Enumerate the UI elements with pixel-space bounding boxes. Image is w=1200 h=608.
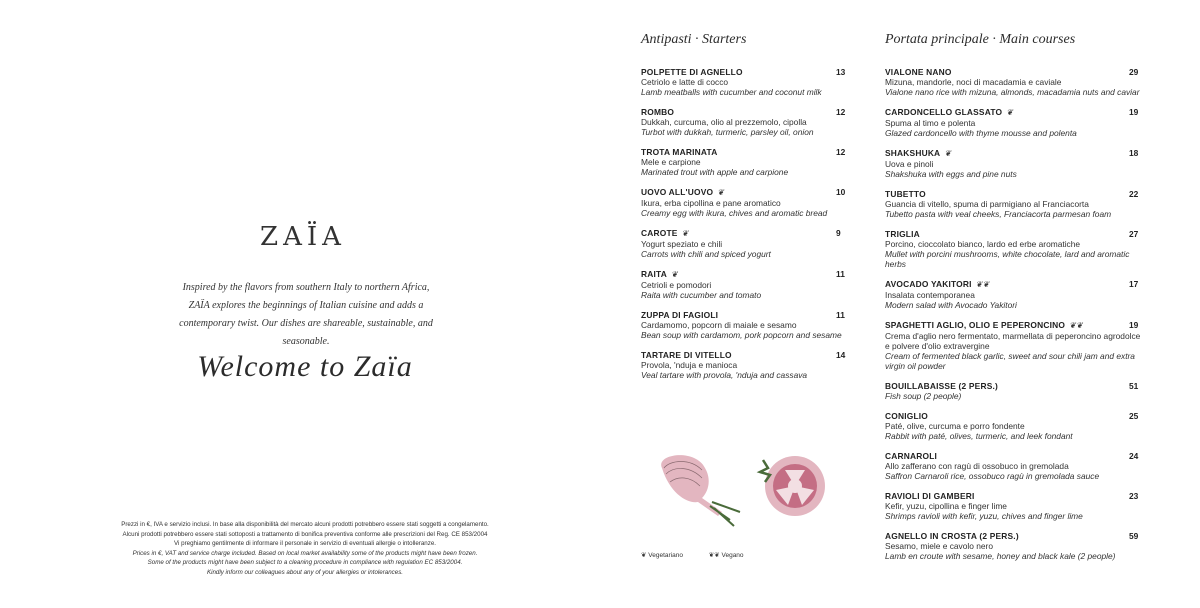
dish-english: Marinated trout with apple and carpione [641, 167, 789, 177]
vegan-icon: ❦❦ [975, 280, 990, 289]
dish-price: 23 [1129, 491, 1139, 501]
dish-english: Lamb meatballs with cucumber and coconut milk [641, 87, 822, 97]
legal-en-line: Kindly inform our colleagues about any of your allergies or intolerances. [206, 568, 404, 576]
dish-price: 17 [1129, 279, 1139, 289]
dish-description: Insalata contemporanea [885, 290, 975, 300]
menu-item [885, 531, 1141, 561]
vegetarian-icon: ❦ [670, 270, 678, 279]
dish-price: 14 [836, 350, 846, 360]
dish-price: 19 [1129, 320, 1139, 330]
menu-item [885, 107, 1141, 138]
menu-item [885, 189, 1141, 219]
dish-description: Kefir, yuzu, cipollina e finger lime [885, 501, 1007, 511]
vegetarian-icon: ❦ [717, 188, 725, 197]
dish-name: ROMBO [641, 107, 675, 117]
dish-price: 25 [1129, 411, 1139, 421]
dish-description: Provola, 'nduja e manioca [641, 360, 738, 370]
dish-description: Sesamo, miele e cavolo nero [885, 541, 993, 551]
menu-item [641, 350, 848, 380]
menu-item [641, 269, 848, 300]
onion-illustration [661, 455, 740, 526]
dish-english: Veal tartare with provola, 'nduja and cassava [641, 370, 808, 380]
dish-description: Mizuna, mandorle, noci di macadamia e caviale [885, 77, 1062, 87]
dish-english: Rabbit with paté, olives, turmeric, and leek fondant [885, 431, 1073, 441]
menu-item [641, 67, 848, 97]
menu-item [641, 107, 848, 137]
intro-text: Inspired by the flavors from southern Italy to northern Africa, ZAÏA explores the beginnings of Italian cuisine and adds a contemporary twist. Our dishes are shareable, sustainable, and seasonable. [179, 282, 433, 347]
dish-english: Creamy egg with ikura, chives and aromatic bread [641, 208, 828, 218]
dish-price: 51 [1129, 381, 1139, 391]
vegetarian-icon: ❦ [944, 149, 952, 158]
dish-name: TRIGLIA [885, 229, 920, 239]
menu-item [641, 228, 848, 259]
dish-name: TUBETTO [885, 189, 926, 199]
dish-name: UOVO ALL'UOVO ❦ [641, 187, 725, 197]
dish-english: Raita with cucumber and tomato [641, 290, 762, 300]
dish-english: Fish soup (2 people) [885, 391, 962, 401]
menu-item [885, 411, 1141, 441]
dish-english: Vialone nano rice with mizuna, almonds, macadamia nuts and caviar [885, 87, 1140, 97]
dish-description: Crema d'aglio nero fermentato, marmellata di peperoncino agrodolce e polvere d'olio extravergine [885, 331, 1141, 351]
dish-name: POLPETTE DI AGNELLO [641, 67, 743, 77]
dish-english: Turbot with dukkah, turmeric, parsley oil, onion [641, 127, 814, 137]
diet-legend [641, 551, 768, 559]
menu-item [885, 279, 1141, 310]
dish-english: Carrots with chili and spiced yogurt [641, 249, 771, 259]
dish-description: Cardamomo, popcorn di maiale e sesamo [641, 320, 797, 330]
dish-description: Ikura, erba cipollina e pane aromatico [641, 198, 781, 208]
legal-en-line: Prices in €, VAT and service charge included. Based on local market availability some of the products might have been frozen. [132, 549, 478, 557]
dish-name: VIALONE NANO [885, 67, 952, 77]
dish-price: 13 [836, 67, 846, 77]
dish-name: SPAGHETTI AGLIO, OLIO E PEPERONCINO ❦❦ [885, 320, 1083, 330]
menu-item [885, 229, 1141, 269]
dish-price: 12 [836, 107, 846, 117]
vegetarian-icon: ❦ [681, 229, 689, 238]
menu-item [885, 381, 1141, 401]
dish-name: AVOCADO YAKITORI ❦❦ [885, 279, 990, 289]
dish-description: Paté, olive, curcuma e porro fondente [885, 421, 1025, 431]
dish-english: Modern salad with Avocado Yakitori [885, 300, 1017, 310]
dish-name: SHAKSHUKA ❦ [885, 148, 952, 158]
dish-price: 19 [1129, 107, 1139, 117]
dish-english: Cream of fermented black garlic, sweet and sour chili jam and extra virgin oil powder [885, 351, 1135, 371]
dish-english: Tubetto pasta with veal cheeks, Franciacorta parmesan foam [885, 209, 1112, 219]
dish-english: Lamb en croute with sesame, honey and black kale (2 people) [885, 551, 1116, 561]
dish-price: 24 [1129, 451, 1139, 461]
welcome-signature: Welcome to Zaïa [197, 350, 413, 383]
dish-price: 11 [836, 269, 845, 279]
dish-english: Shakshuka with eggs and pine nuts [885, 169, 1017, 179]
dish-price: 10 [836, 187, 846, 197]
dish-description: Yogurt speziato e chili [641, 239, 723, 249]
dish-english: Saffron Carnaroli rice, ossobuco ragù in gremolada sauce [885, 471, 1100, 481]
menu-item [641, 187, 848, 218]
dish-description: Allo zafferano con ragù di ossobuco in gremolada [885, 461, 1069, 471]
dish-description: Cetriolo e latte di cocco [641, 77, 729, 87]
vegan-legend: ❦❦ Vegano [708, 552, 744, 559]
dish-description: Uova e pinoli [885, 159, 934, 169]
starters-list [641, 67, 848, 390]
vegan-icon: ❦❦ [1069, 321, 1083, 330]
dish-price: 59 [1129, 531, 1139, 541]
dish-name: CONIGLIO [885, 411, 929, 421]
menu-item [885, 67, 1141, 97]
dish-english: Shrimps ravioli with kefir, yuzu, chives and finger lime [885, 511, 1083, 521]
dish-name: CARDONCELLO GLASSATO ❦ [885, 107, 1014, 117]
dish-description: Porcino, cioccolato bianco, lardo ed erbe aromatiche [885, 239, 1081, 249]
dish-name: TROTA MARINATA [641, 147, 718, 157]
dish-price: 11 [836, 310, 845, 320]
vegetarian-icon: ❦ [1006, 108, 1014, 117]
menu-item [641, 147, 848, 177]
onion-tomato-illustration [650, 450, 840, 530]
dish-name: TARTARE DI VITELLO [641, 350, 732, 360]
menu-item [885, 491, 1141, 521]
legal-en-line: Some of the products might have been subject to a cleaning procedure in compliance with regulation EC 853/2004. [147, 559, 463, 567]
dish-price: 9 [836, 228, 841, 238]
legal-it-line: Vi preghiamo gentilmente di informare il personale in servizio di eventuali allergie o intolleranze. [174, 540, 436, 548]
dish-price: 29 [1129, 67, 1139, 77]
dish-name: RAITA ❦ [641, 269, 678, 279]
restaurant-logo: ZAÏA [260, 222, 346, 252]
dish-description: Cetrioli e pomodori [641, 280, 712, 290]
legal-it-line: Prezzi in €, IVA e servizio inclusi. In base alla disponibilità del mercato alcuni prodotti potrebbero essere stati soggetti a congelamento. [121, 521, 489, 528]
dish-english: Mullet with porcini mushrooms, white chocolate, lard and aromatic herbs [885, 249, 1130, 269]
dish-english: Glazed cardoncello with thyme mousse and polenta [885, 128, 1077, 138]
legal-it-line: Alcuni prodotti potrebbero essere stati sottoposti a trattamento di bonifica preventiva conforme alle prescrizioni del Reg. CE 853/2004 [122, 530, 488, 538]
mains-title: Portata principale · Main courses [885, 32, 1076, 47]
dish-price: 18 [1129, 148, 1139, 158]
dish-description: Guancia di vitello, spuma di parmigiano al Franciacorta [885, 199, 1089, 209]
dish-price: 22 [1129, 189, 1139, 199]
dish-name: AGNELLO IN CROSTA (2 PERS.) [885, 531, 1019, 541]
dish-description: Dukkah, curcuma, olio al prezzemolo, cipolla [641, 117, 807, 127]
legal-notice [88, 520, 522, 578]
dish-name: RAVIOLI DI GAMBERI [885, 491, 975, 501]
dish-price: 27 [1129, 229, 1139, 239]
dish-name: BOUILLABAISSE (2 PERS.) [885, 381, 999, 391]
vegetarian-legend: ❦ Vegetariano [641, 552, 683, 559]
dish-description: Spuma al timo e polenta [885, 118, 976, 128]
dish-english: Bean soup with cardamom, pork popcorn and sesame [641, 330, 842, 340]
dish-name: CARNAROLI [885, 451, 938, 461]
dish-description: Mele e carpione [641, 157, 701, 167]
starters-title: Antipasti · Starters [641, 32, 747, 47]
tomato-illustration [760, 456, 825, 516]
menu-item [885, 451, 1141, 481]
dish-name: CAROTE ❦ [641, 228, 689, 238]
dish-name: ZUPPA DI FAGIOLI [641, 310, 719, 320]
menu-item [885, 148, 1141, 179]
dish-price: 12 [836, 147, 846, 157]
menu-item [885, 320, 1141, 371]
mains-list [885, 67, 1141, 571]
menu-item [641, 310, 848, 340]
